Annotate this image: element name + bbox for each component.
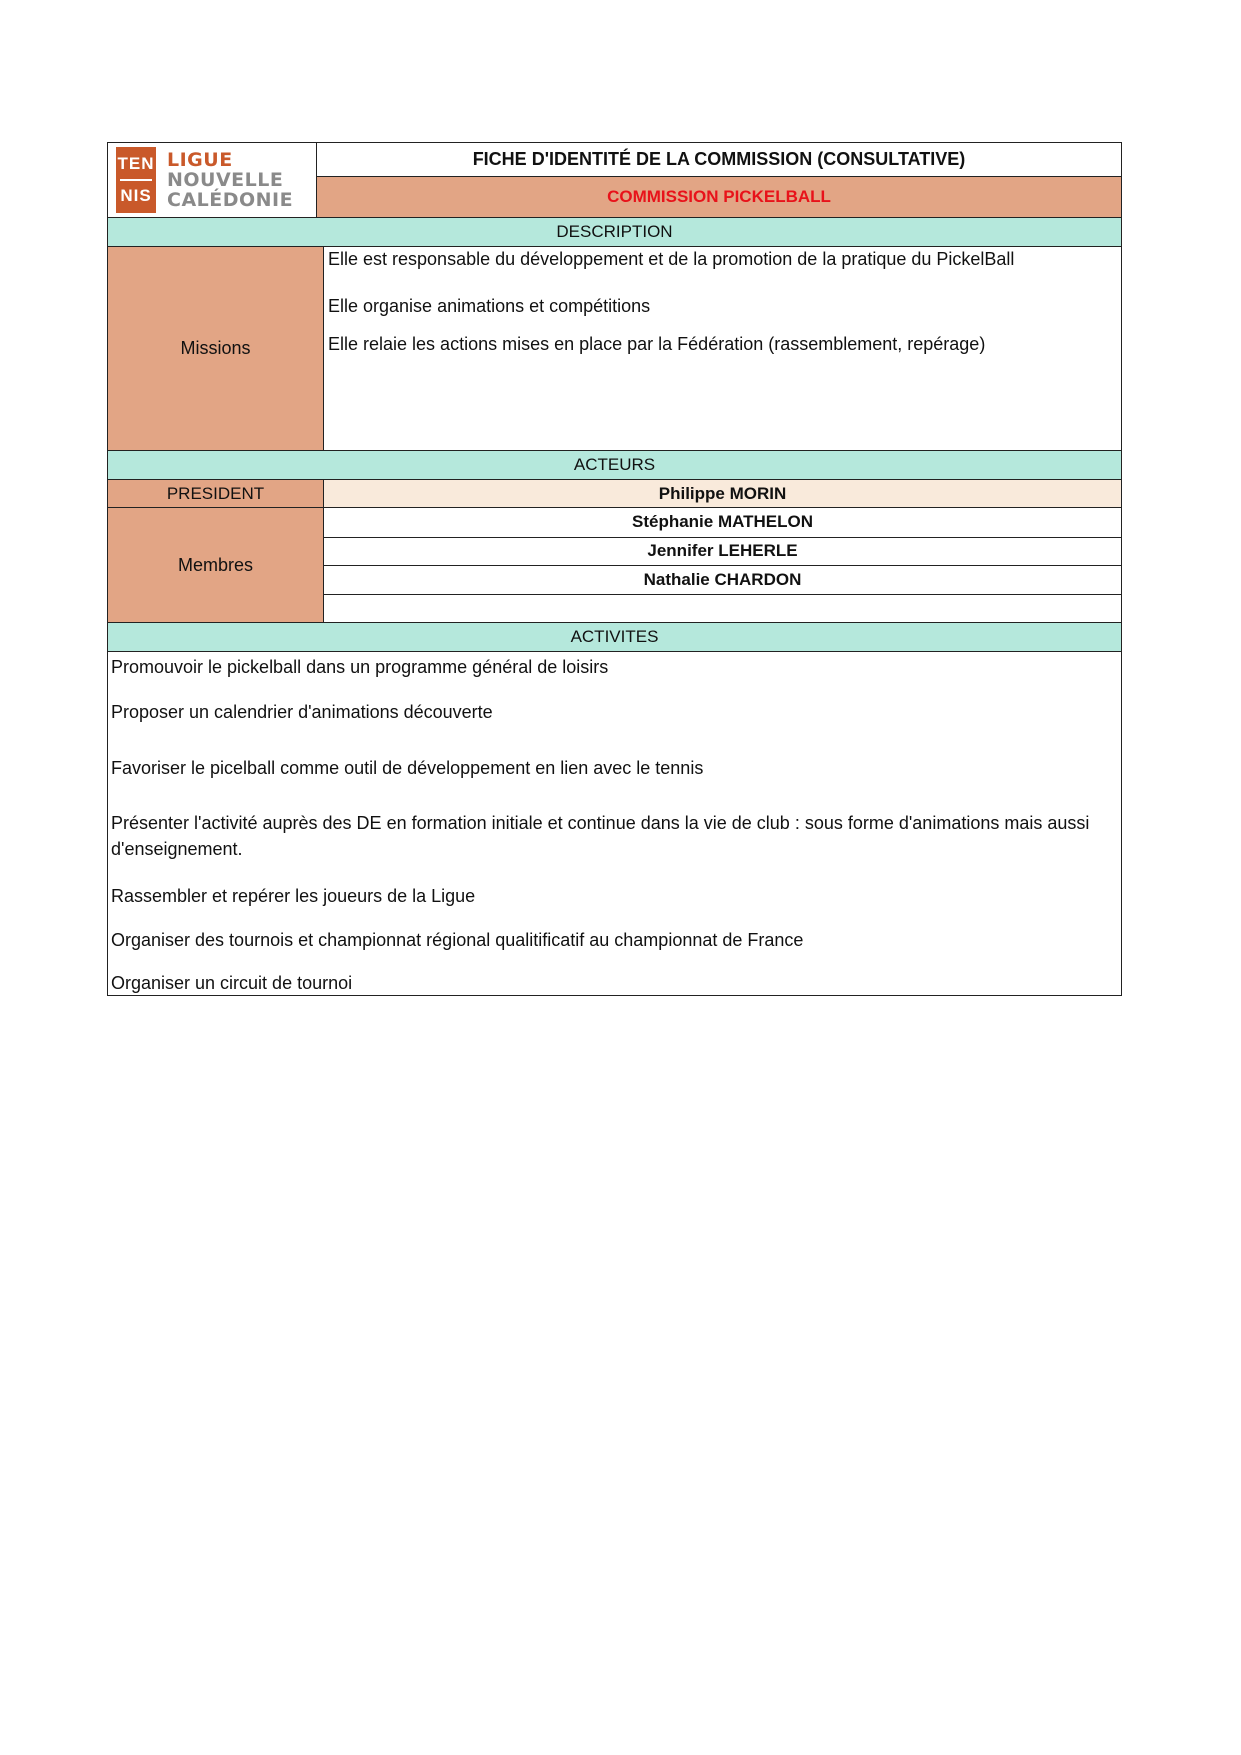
ligue-logo xyxy=(108,143,317,217)
activity-item: Présenter l'activité auprès des DE en formation initiale et continue dans la vie de club : sous forme d'animations mais aussi d'enseignement. xyxy=(111,813,1090,859)
missions-row xyxy=(108,246,1121,450)
members-label: Membres xyxy=(108,508,324,622)
activity-item: Favoriser le picelball comme outil de développement en lien avec le tennis xyxy=(111,758,704,778)
activity-item: Promouvoir le pickelball dans un programme général de loisirs xyxy=(111,657,609,677)
president-row xyxy=(108,479,1121,507)
section-acteurs: ACTEURS xyxy=(108,450,1121,479)
members-row xyxy=(108,507,1121,622)
document-title: FICHE D'IDENTITÉ DE LA COMMISSION (CONSULTATIVE) xyxy=(317,143,1121,177)
section-description: DESCRIPTION xyxy=(108,217,1121,246)
logo-badge-top: TEN xyxy=(117,154,155,174)
section-activites: ACTIVITES xyxy=(108,622,1121,651)
activity-item: Rassembler et repérer les joueurs de la Ligue xyxy=(111,886,476,906)
logo-line-3: CALÉDONIE xyxy=(167,189,294,211)
missions-list xyxy=(324,247,1121,450)
commission-name: COMMISSION PICKELBALL xyxy=(317,177,1121,217)
activity-item: Organiser des tournois et championnat régional qualitificatif au championnat de France xyxy=(111,930,804,950)
activities-list xyxy=(108,651,1121,995)
member-item-empty xyxy=(324,594,1121,623)
activity-item: Proposer un calendrier d'animations découverte xyxy=(111,702,493,722)
member-item: Stéphanie MATHELON xyxy=(631,512,814,532)
activity-item: Organiser un circuit de tournoi xyxy=(111,973,353,993)
member-item: Jennifer LEHERLE xyxy=(324,537,1121,566)
tennis-badge-icon xyxy=(116,147,156,213)
logo-wordmark xyxy=(167,150,293,210)
title-column xyxy=(317,143,1121,217)
members-list xyxy=(324,508,1121,622)
logo-badge-bottom: NIS xyxy=(120,185,152,205)
president-name: Philippe MORIN xyxy=(324,480,1121,507)
president-label: PRESIDENT xyxy=(108,480,324,507)
mission-item: Elle est responsable du développement et de la promotion de la pratique du PickelBall xyxy=(328,249,1015,269)
logo-line-1: LIGUE xyxy=(167,149,233,171)
commission-sheet xyxy=(107,142,1122,996)
missions-label: Missions xyxy=(108,247,324,450)
logo-line-2: NOUVELLE xyxy=(167,169,284,191)
mission-item: Elle organise animations et compétitions xyxy=(328,296,651,316)
mission-item: Elle relaie les actions mises en place par la Fédération (rassemblement, repérage) xyxy=(328,334,986,354)
header-row xyxy=(108,143,1121,217)
member-item: Nathalie CHARDON xyxy=(324,565,1121,594)
